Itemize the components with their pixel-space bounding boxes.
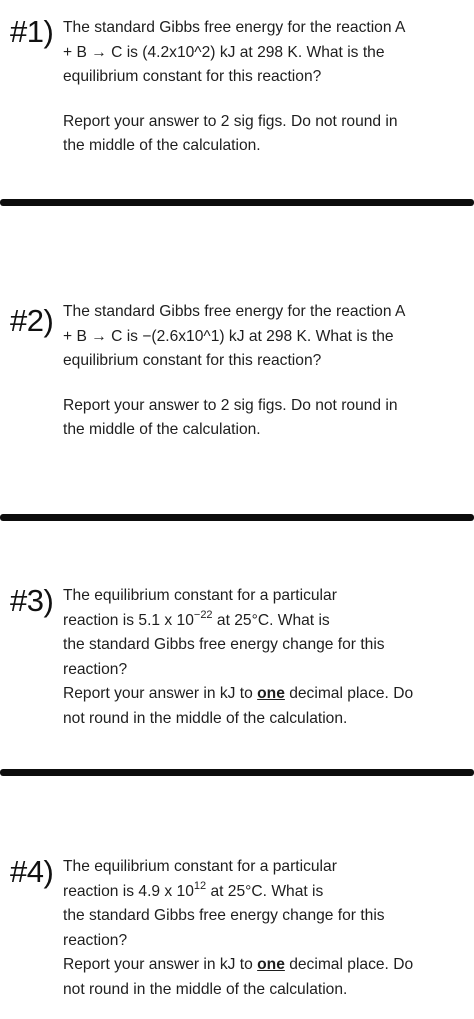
text-line — [63, 609, 463, 634]
text-line: reaction? — [63, 931, 128, 949]
text-line: reaction? — [63, 660, 128, 678]
text-line: the standard Gibbs free energy change for this — [63, 636, 385, 653]
emphasis-one: one — [257, 956, 285, 973]
text-line: Report your answer to 2 sig figs. Do not round in — [63, 396, 398, 414]
text-line — [63, 953, 463, 978]
instruction — [63, 394, 463, 443]
text-segment: reaction is 5.1 x 10 — [63, 611, 194, 629]
text-line: The equilibrium constant for a particular — [63, 587, 337, 604]
text-line: equilibrium constant for this reaction? — [63, 352, 322, 369]
problem-text — [63, 300, 463, 443]
text-line: not round in the middle of the calculation. — [63, 709, 348, 727]
problem-number: #1) — [10, 14, 54, 49]
text-line: the middle of the calculation. — [63, 137, 261, 154]
emphasis-one: one — [257, 685, 285, 702]
text-segment: at 25°C. What is — [212, 611, 330, 629]
problem-number: #2) — [10, 303, 54, 338]
problem-text — [63, 584, 463, 731]
exponent: 12 — [193, 879, 207, 892]
text-line: + B → C is −(2.6x10^1) kJ at 298 K. What is the — [63, 327, 394, 345]
problem-number: #3) — [10, 583, 54, 618]
problem-number: #4) — [10, 854, 54, 889]
exponent: −22 — [193, 608, 213, 621]
text-line: the standard Gibbs free energy change for this — [63, 907, 385, 924]
text-segment: decimal place. Do — [284, 685, 414, 702]
text-line: The standard Gibbs free energy for the reaction A — [63, 19, 406, 36]
text-line: Report your answer to 2 sig figs. Do not round in — [63, 112, 398, 130]
text-segment: at 25°C. What is — [206, 882, 324, 900]
problem-text — [63, 855, 463, 1002]
text-line — [63, 682, 463, 707]
text-segment: reaction is 4.9 x 10 — [63, 882, 194, 900]
text-line: the middle of the calculation. — [63, 421, 261, 438]
text-line: not round in the middle of the calculation. — [63, 980, 348, 998]
question — [63, 300, 463, 374]
section-divider — [0, 514, 474, 521]
section-divider — [0, 199, 474, 206]
text-line: equilibrium constant for this reaction? — [63, 68, 322, 85]
question — [63, 16, 463, 90]
instruction — [63, 110, 463, 159]
text-line — [63, 880, 463, 905]
text-line: The standard Gibbs free energy for the reaction A — [63, 303, 406, 320]
text-line: The equilibrium constant for a particular — [63, 858, 337, 875]
section-divider — [0, 769, 474, 776]
text-segment: decimal place. Do — [284, 956, 414, 973]
text-segment: Report your answer in kJ to — [63, 956, 258, 973]
text-line: + B → C is (4.2x10^2) kJ at 298 K. What is the — [63, 43, 385, 61]
text-segment: Report your answer in kJ to — [63, 685, 258, 702]
problem-text — [63, 16, 463, 159]
